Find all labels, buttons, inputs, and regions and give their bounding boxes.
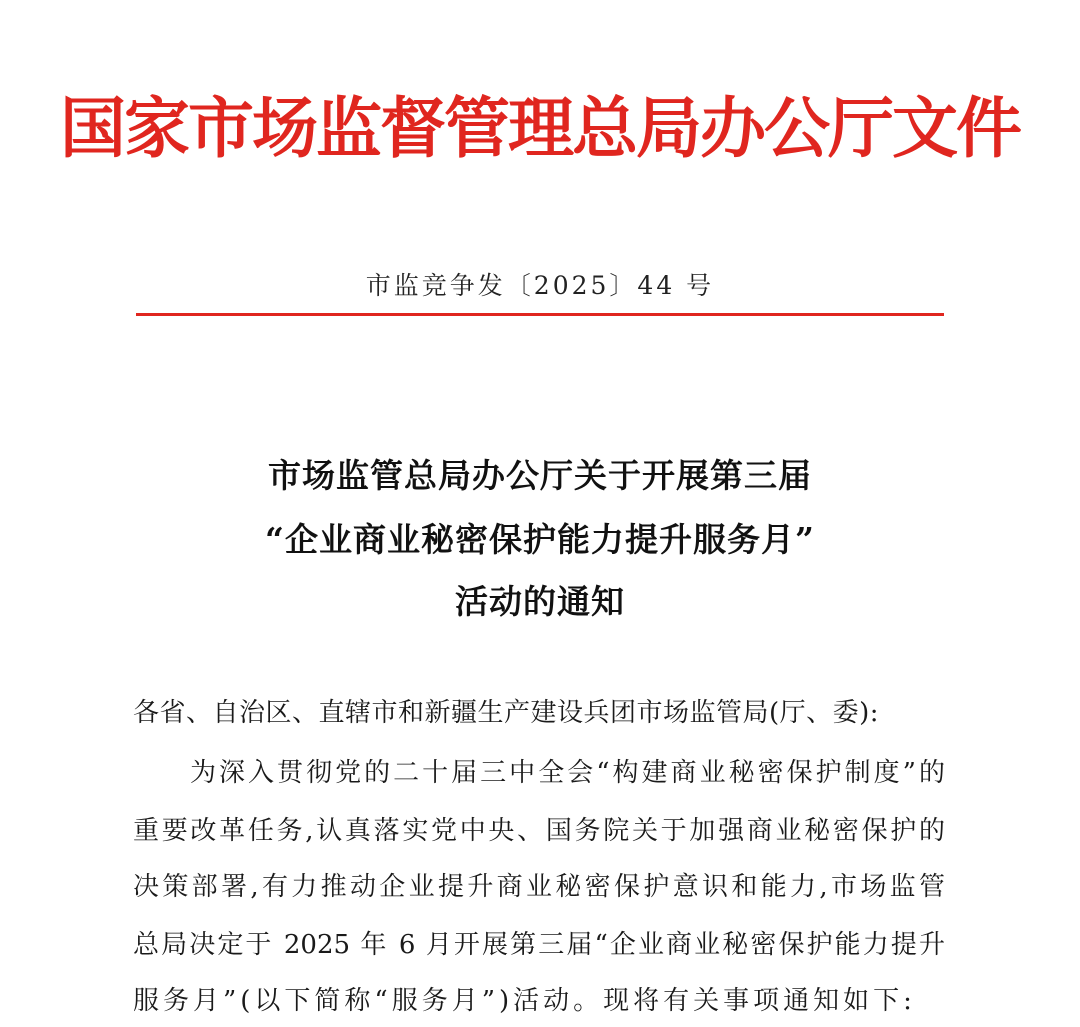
paragraph-line: 总局决定于 2025 年 6 月开展第三届“企业商业秘密保护能力提升 <box>133 930 945 960</box>
notice-title-line-1: 市场监管总局办公厅关于开展第三届 <box>268 456 812 495</box>
document-number: 市监竞争发〔2025〕44 号 <box>365 271 715 300</box>
paragraph-line: 重要改革任务,认真落实党中央、国务院关于加强商业秘密保护的 <box>133 816 945 846</box>
salutation: 各省、自治区、直辖市和新疆生产建设兵团市场监管局(厅、委): <box>133 698 880 728</box>
notice-title-line-3: 活动的通知 <box>455 582 625 621</box>
paragraph-line: 决策部署,有力推动企业提升商业秘密保护意识和能力,市场监管 <box>133 872 945 902</box>
paragraph-line: 为深入贯彻党的二十届三中全会“构建商业秘密保护制度”的 <box>190 758 945 788</box>
paragraph-line: 服务月”(以下简称“服务月”)活动。现将有关事项通知如下: <box>133 986 916 1016</box>
notice-title-line-2: “企业商业秘密保护能力提升服务月” <box>265 520 815 559</box>
issuing-authority-header: 国家市场监督管理总局办公厅文件 <box>60 89 1020 167</box>
red-divider-line <box>136 313 944 316</box>
